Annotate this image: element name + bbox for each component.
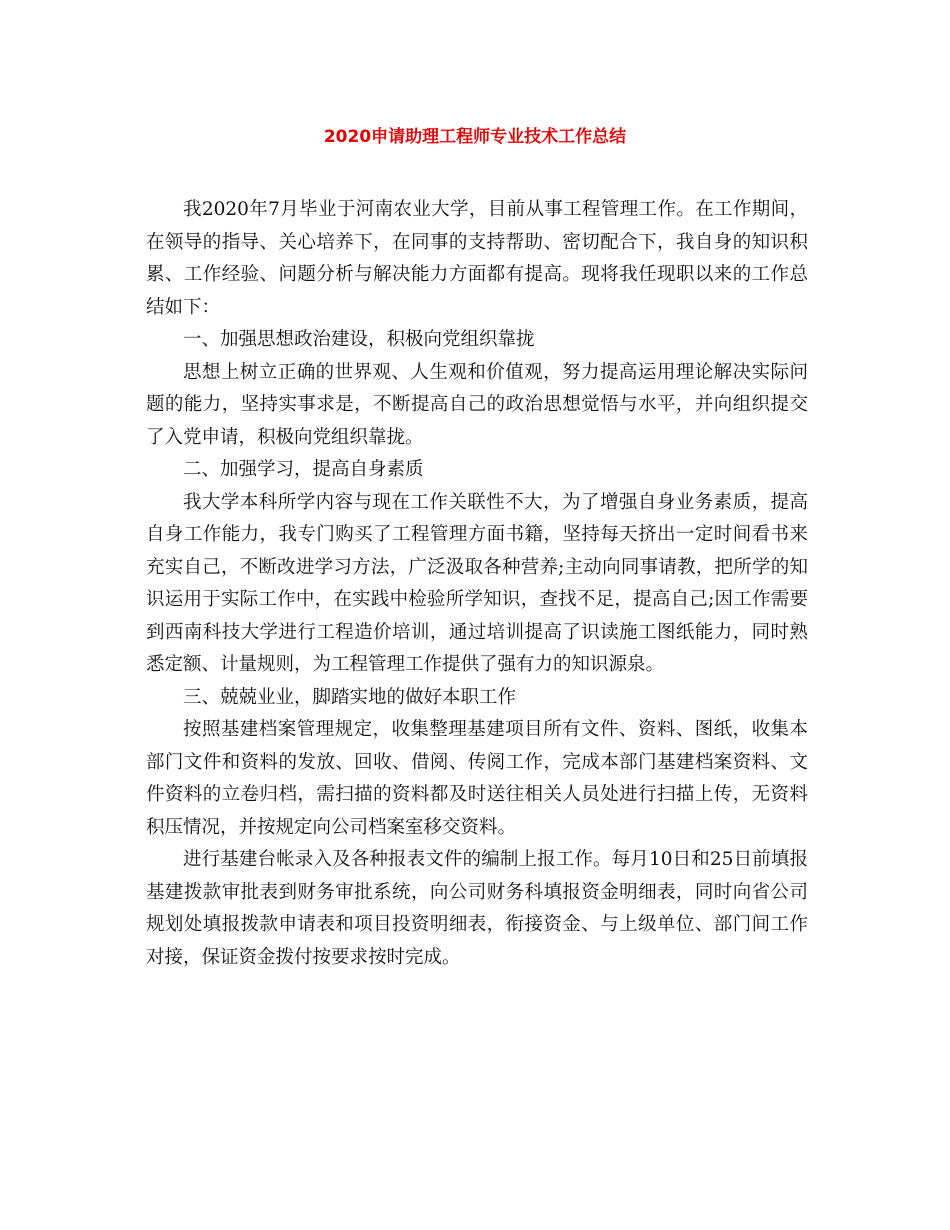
section-heading-work: 三、兢兢业业，脚踏实地的做好本职工作 bbox=[183, 686, 517, 708]
document-body bbox=[146, 194, 808, 974]
paragraph-archives: 按照基建档案管理规定，收集整理基建项目所有文件、资料、图纸，收集本部门文件和资料的发放、回收、借阅、传阅工作，完成本部门基建档案资料、文件资料的立卷归档，需扫描的资料都及时送往相关人员处进行扫描上传，无资料积压情况，并按规定向公司档案室移交资料。 bbox=[146, 719, 808, 838]
section-heading-study: 二、加强学习，提高自身素质 bbox=[183, 459, 424, 480]
paragraph-politics: 思想上树立正确的世界观、人生观和价值观，努力提高运用理论解决实际问题的能力，坚持实事求是，不断提高自己的政治思想觉悟与水平，并向组织提交了入党申请，积极向党组织靠拢。 bbox=[146, 361, 808, 448]
paragraph-reports: 进行基建台帐录入及各种报表文件的编制上报工作。每月10日和25日前填报基建拨款审批表到财务审批系统，向公司财务科填报资金明细表，同时向省公司规划处填报拨款申请表和项目投资明细表，衔接资金、与上级单位、部门间工作对接，保证资金拨付按要求按时完成。 bbox=[146, 849, 808, 968]
document-title: 2020申请助理工程师专业技术工作总结 bbox=[323, 127, 627, 147]
section-heading-politics: 一、加强思想政治建设，积极向党组织靠拢 bbox=[183, 329, 535, 350]
paragraph-intro: 我2020年7月毕业于河南农业大学，目前从事工程管理工作。在工作期间，在领导的指导、关心培养下，在同事的支持帮助、密切配合下，我自身的知识积累、工作经验、问题分析与解决能力方面都有提高。现将我任现职以来的工作总结如下： bbox=[146, 199, 808, 318]
paragraph-study: 我大学本科所学内容与现在工作关联性不大，为了增强自身业务素质，提高自身工作能力，我专门购买了工程管理方面书籍，坚持每天挤出一定时间看书来充实自己，不断改进学习方法，广泛汲取各种营养;主动向同事请教，把所学的知识运用于实际工作中，在实践中检验所学知识，查找不足，提高自己;因工作需要到西南科技大学进行工程造价培训，通过培训提高了识读施工图纸能力，同时熟悉定额、计量规则，为工程管理工作提供了强有力的知识源泉。 bbox=[146, 491, 808, 675]
